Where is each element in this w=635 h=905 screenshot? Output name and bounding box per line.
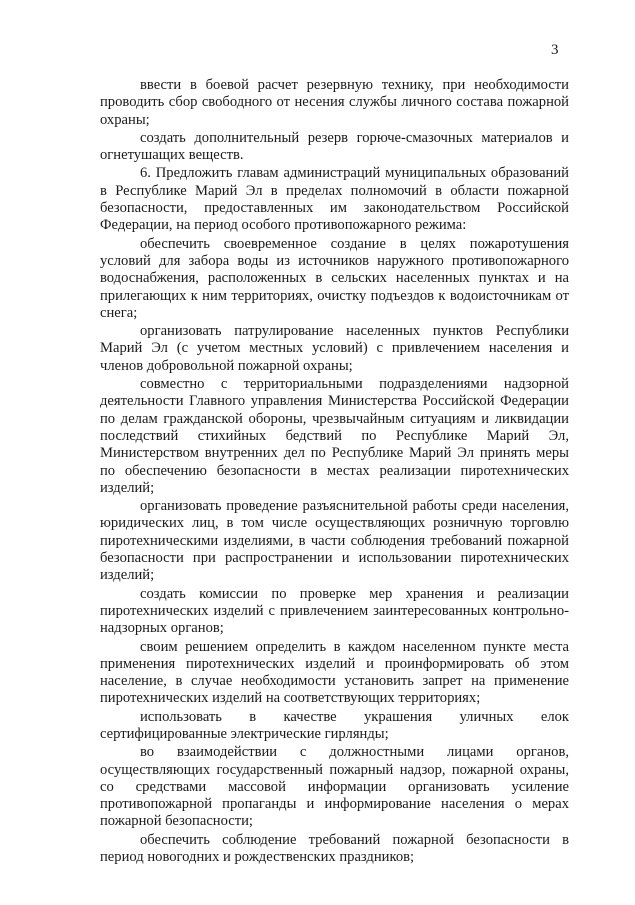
paragraph-outreach: организовать проведение разъяснительной работы среди населения, юридических лиц, в том числе осуществляющих розничную торговлю пиротехническими изделиями, в части соблюдения требований пожарной безопасности при распространении и использовании пиротехнических изделий; bbox=[100, 498, 569, 584]
paragraph-commissions: создать комиссии по проверке мер хранения и реализации пиротехнических изделий с привлечением заинтересованных контрольно-надзорных органов; bbox=[100, 585, 569, 637]
paragraph-media-cooperation: во взаимодействии с должностными лицами органов, осуществляющих государственный пожарный надзор, пожарной охраны, со средствами массовой информации организовать усиление противопожарной пропаганды и информирование населения о мерах пожарной безопасности; bbox=[100, 744, 569, 830]
paragraph-patrols: организовать патрулирование населенных пунктов Республики Марий Эл (с учетом местных условий) с привлечением населения и членов добровольной пожарной охраны; bbox=[100, 323, 569, 374]
paragraph-pyrotechnics-safety: совместно с территориальными подразделениями надзорной деятельности Главного управления Министерства Российской Федерации по делам гражданской обороны, чрезвычайным ситуациям и ликвидации последствий стихийных бедствий по Республике Марий Эл, Министерством внутренних дел по Республике Марий Эл принять меры по обеспечению безопасности в местах реализации пиротехнических изделий; bbox=[100, 376, 569, 496]
document-body bbox=[100, 77, 569, 866]
page-number: 3 bbox=[551, 42, 559, 58]
paragraph-item-6: 6. Предложить главам администраций муниципальных образований в Республике Марий Эл в пределах полномочий в области пожарной безопасности, предоставленных им законодательством Российской Федерации, на период особого противопожарного режима: bbox=[100, 165, 569, 234]
paragraph-reserve-equipment: ввести в боевой расчет резервную технику, при необходимости проводить сбор свободного от несения службы личного состава пожарной охраны; bbox=[100, 77, 569, 128]
paragraph-garlands: использовать в качестве украшения уличных елок сертифицированные электрические гирлянды; bbox=[100, 708, 569, 742]
paragraph-water-supply: обеспечить своевременное создание в целях пожаротушения условий для забора воды из источников наружного противопожарного водоснабжения, расположенных в сельских населенных пунктах и на прилегающих к ним территориях, очистку подъездов к водоисточникам от снега; bbox=[100, 235, 569, 321]
paragraph-fuel-reserve: создать дополнительный резерв горюче-смазочных материалов и огнетушащих веществ. bbox=[100, 129, 569, 164]
paragraph-usage-places: своим решением определить в каждом населенном пункте места применения пиротехнических изделий и проинформировать об этом население, в случае необходимости установить запрет на применение пиротехнических изделий на соответствующих территориях; bbox=[100, 638, 569, 707]
paragraph-holidays: обеспечить соблюдение требований пожарной безопасности в период новогодних и рождественских праздников; bbox=[100, 831, 569, 866]
